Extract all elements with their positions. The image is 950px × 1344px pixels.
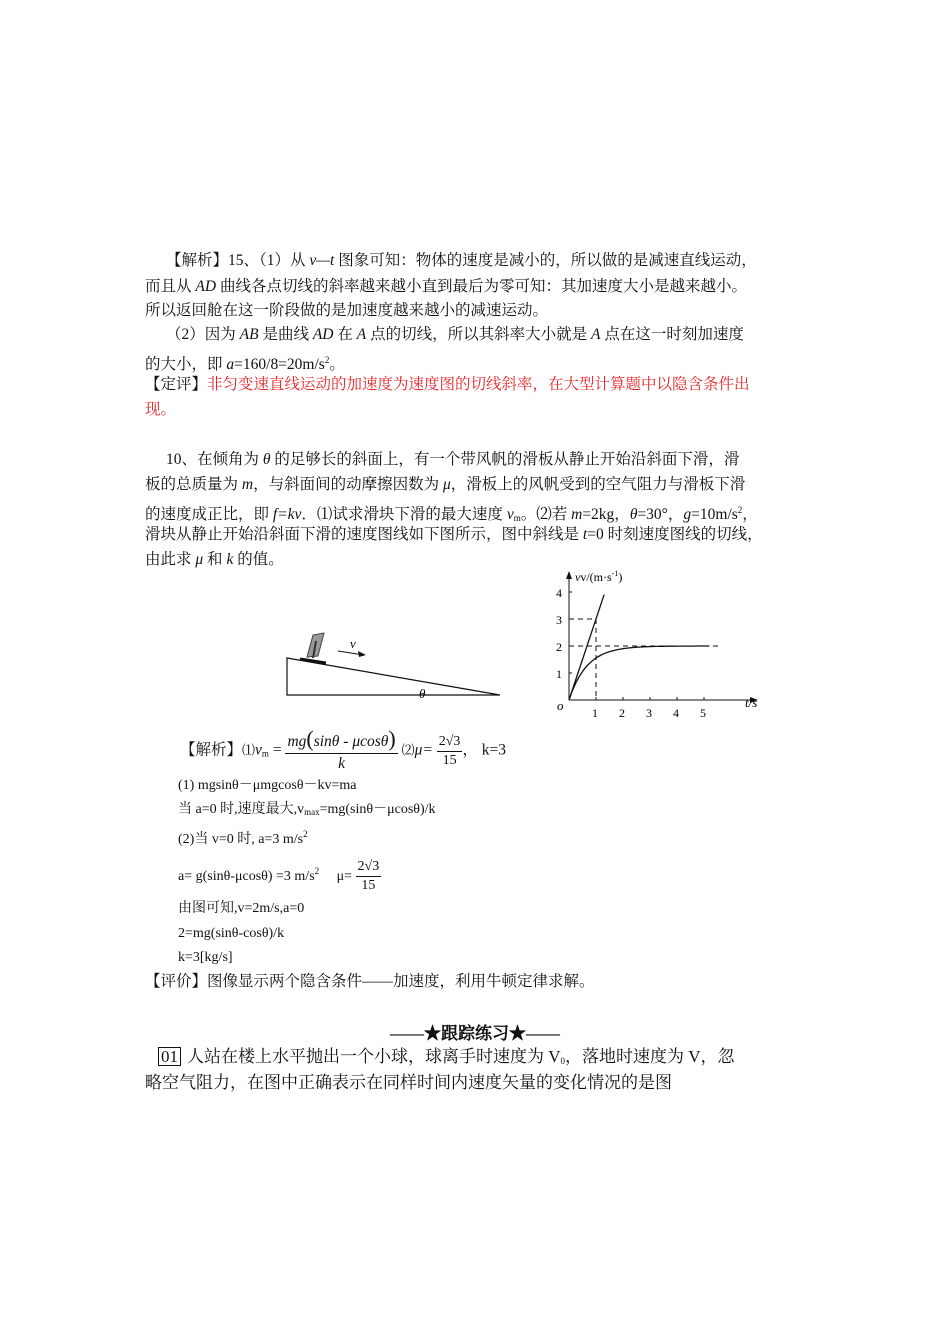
vt-curve <box>569 646 709 700</box>
problem10-line2: 板的总质量为 m，与斜面间的动摩擦因数为 μ，滑板上的风帆受到的空气阻力与滑板下滑 <box>145 476 746 493</box>
solution10-step6: 2=mg(sinθ-cosθ)/k <box>178 926 285 941</box>
incline-slope <box>287 658 500 695</box>
analysis15-line2: 而且从 AD 曲线各点切线的斜率越来越小直到最后为零可知：其加速度大小是越来越小。 <box>145 278 747 295</box>
problem10-line4: 滑块从静止开始沿斜面下滑的速度图线如下图所示，图中斜线是 t=0 时刻速度图线的切线， <box>145 526 763 543</box>
analysis15-line5: 的大小，即 $a=160/8=20m/s^2$。 <box>145 355 345 373</box>
practice-line2: 略空气阻力，在图中正确表示在同样时间内速度矢量的变化情况的是图 <box>145 1073 672 1092</box>
x-tick-label-4: 4 <box>673 706 679 720</box>
velocity-arrowhead <box>358 651 366 657</box>
sailboard <box>300 633 326 663</box>
solution10-step4: a= g(sinθ-μcosθ) =3 $m/s^2$ μ= $\frac{2√3}{15}$ <box>178 859 380 894</box>
solution10-step5: 由图可知,v=2m/s,a=0 <box>178 901 305 916</box>
solution10-step7: k=3[kg/s] <box>178 950 233 965</box>
theta-label: θ <box>419 686 426 701</box>
practice-heading: ——★跟踪练习★—— <box>390 1024 560 1043</box>
tangent-line <box>569 595 604 700</box>
incline-diagram <box>280 625 510 705</box>
analysis15-line4: （2）因为 AB 是曲线 AD 在 A 点的切线，所以其斜率大小就是 A 点在这一时刻加速度 <box>166 326 744 343</box>
problem10-line5: 由此求 μ 和 k 的值。 <box>145 551 284 568</box>
y-axis-arrow <box>566 571 572 579</box>
vm-fraction: $\frac{mg(\sin\theta - \mu\cos\theta)}{k}$ <box>287 726 396 772</box>
y-axis-label: $vv/(m\cdot s^{-1})$ <box>575 569 623 584</box>
analysis15-line3: 所以返回舱在这一阶段做的是加速度越来越小的减速运动。 <box>145 302 549 319</box>
problem10-line1: 10、在倾角为 θ 的足够长的斜面上，有一个带风帆的滑板从静止开始沿斜面下滑，滑 <box>166 451 740 468</box>
question-number: 01 <box>158 1047 181 1066</box>
review-line: 【评价】图像显示两个隐含条件——加速度，利用牛顿定律求解。 <box>145 973 595 990</box>
mu-fraction: $\frac{2√3}{15}$ <box>438 733 461 768</box>
solution10-step1: (1) mgsinθ－μmgcosθ－kv=ma <box>178 778 357 793</box>
x-axis-label: t/s <box>745 695 758 710</box>
comment-line2: 现。 <box>145 401 177 418</box>
solution10-step2: 当 a=0 时,速度最大$,v_{max}=mg(\sin\theta-\mu\cos\theta)/k$ <box>178 802 436 817</box>
analysis15-line1: 【解析】15、（1）从 v—t 图象可知：物体的速度是减小的，所以做的是减速直线运动， <box>166 252 757 269</box>
solution10-step3: (2)当 v=0 时, a=3 $m/s^2$ <box>178 829 308 847</box>
x-tick-label-2: 2 <box>619 706 625 720</box>
x-tick-label-3: 3 <box>646 706 652 720</box>
y-tick-label-1: 1 <box>556 667 562 681</box>
y-tick-label-2: 2 <box>556 640 562 654</box>
comment-line1: 【定评】非匀变速直线运动的加速度为速度图的切线斜率，在大型计算题中以隐含条件出 <box>145 376 750 393</box>
vt-graph <box>550 565 770 725</box>
velocity-label: v <box>350 636 356 651</box>
x-tick-label-5: 5 <box>700 706 706 720</box>
solution10-line: 【解析】$⑴v_m$ = $\frac{mg(\sin\theta - \mu\cos\theta)}{k}$ ⑵μ= $\frac{2√3}{15}$ ， k=3 <box>180 726 507 772</box>
practice-line1: 01 人站在楼上水平抛出一个小球，球离手时速度为 $V_0$，落地时速度为 V，忽 <box>158 1044 735 1074</box>
mu-fraction-2: $\frac{2√3}{15}$ <box>357 859 380 894</box>
y-tick-label-3: 3 <box>556 613 562 627</box>
x-tick-label-1: 1 <box>592 706 598 720</box>
problem10-line3: 的速度成正比，即 f=kv．⑴试求滑块下滑的最大速度 $v_m$。⑵若 m=2kg，θ=30°，$g=10m/s^2$， <box>145 505 758 523</box>
y-tick-label-4: 4 <box>556 586 562 600</box>
origin-label: o <box>557 698 564 713</box>
